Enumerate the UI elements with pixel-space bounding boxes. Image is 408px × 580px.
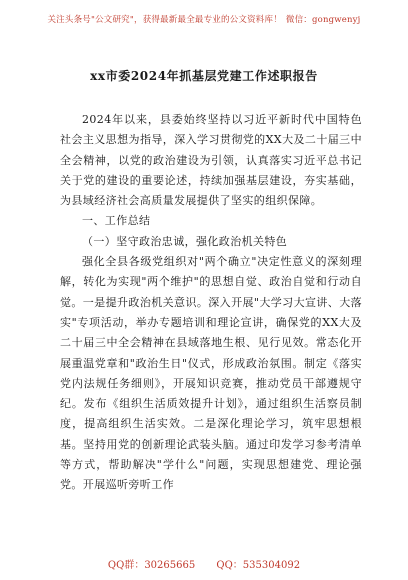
document-title: xx市委2024年抓基层党建工作述职报告 <box>90 69 318 83</box>
header-banner <box>0 0 408 40</box>
document-body <box>60 110 362 496</box>
header-promo-text: 关注头条号"公文研究"，获得最新最全最专业的公文资料库！ <box>47 15 282 25</box>
wechat-label: 微信： <box>285 15 313 25</box>
footer-qq-group: QQ群：30265665 <box>107 560 196 571</box>
footer-qq: QQ：535304092 <box>216 560 301 571</box>
body-paragraph: 强化全县各级党组织对"两个确立"决定性意义的深刻理解，转化为实现"两个维护"的思想自觉、政治自觉和行动自觉。一是提升政治机关意识。深入开展"大学习大宣讲、大落实"专项活动，举办专题培训和理论宣讲，确保党的XX大及二十届三中全会精神在县域落地生根、见行见效。常态化开展重温党章和"政治生日"仪式，形成政治氛围。制定《落实党内法规任务细则》，开展知识竞赛，推动党员干部遵规守纪。发布《组织生活质效提升计划》，通过组织生活察员制度，提高组织生活实效。二是深化理论学习，筑牢思想根基。坚持用党的创新理论武装头脑。通过印发学习参考清单等方式，帮助解决"学什么"问题，实现思想建党、理论强党。开展巡听旁听工作 <box>60 255 362 492</box>
section-heading-work-summary: 一、工作总结 <box>82 214 151 228</box>
subsection-heading-political-loyalty: （一）坚守政治忠诚，强化政治机关特色 <box>82 234 288 248</box>
wechat-id: gongwenyj <box>312 15 361 25</box>
footer-contact-bar <box>0 556 408 576</box>
intro-paragraph: 2024年以来，县委始终坚持以习近平新时代中国特色社会主义思想为指导，深入学习贯彻党的XX大及二十届三中全会精神，以党的政治建设为引领，认真落实习近平总书记关于党的建设的重要论述，持续加强基层建设，夯实基础，为县域经济社会高质量发展提供了坚实的组织保障。 <box>60 113 362 208</box>
